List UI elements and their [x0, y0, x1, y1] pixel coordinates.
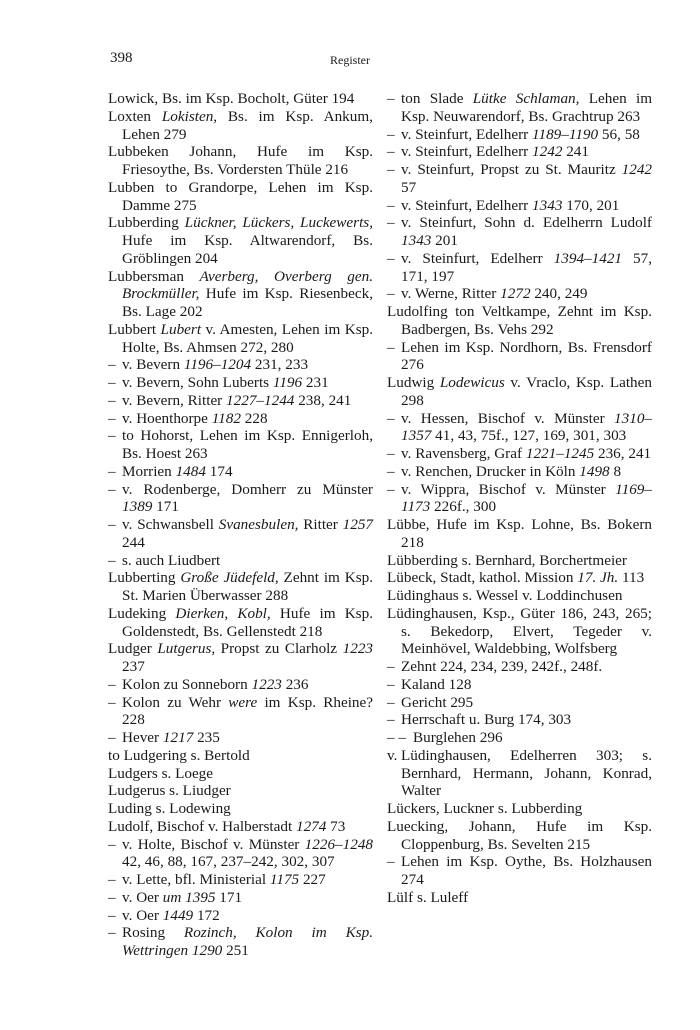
entry-text: v. Ravensberg, Graf: [401, 445, 526, 462]
sub-entry-dash: – –: [387, 729, 406, 746]
index-entry: [387, 676, 652, 694]
entry-text: v. Amesten, Lehen im Ksp. Holte, Bs. Ahmsen 272, 280: [122, 320, 373, 356]
index-entry: [387, 197, 652, 215]
entry-text: Ludwig: [387, 374, 440, 391]
sub-entry-dash: –: [108, 356, 116, 374]
index-entry: [108, 782, 373, 800]
index-entry: [387, 552, 652, 570]
entry-text: Lübbe, Hufe im Ksp. Lohne, Bs. Bokern 218: [387, 516, 652, 551]
sub-entry-dash: –: [387, 143, 395, 161]
index-entry: [387, 339, 652, 375]
entry-text: 240, 249: [530, 285, 588, 303]
entry-italic-text: 1227–1244: [226, 391, 295, 409]
sub-entry-dash: –: [108, 729, 116, 746]
entry-italic-text: Lutgerus,: [157, 640, 216, 658]
index-entry: [108, 569, 373, 605]
entry-text: 238, 241: [294, 391, 352, 409]
entry-text: v. Steinfurt, Edelherr: [401, 196, 533, 214]
entry-text: Morrien: [122, 462, 176, 480]
entry-text: 73: [326, 817, 346, 835]
entry-text: Ludger: [108, 640, 158, 658]
index-column-left: [108, 90, 373, 960]
index-entry: [108, 889, 373, 907]
index-entry: [387, 250, 652, 286]
entry-text: 57: [401, 178, 417, 196]
index-entry: [108, 321, 373, 357]
entry-text: Lowick, Bs. im Ksp. Bocholt, Güter 194: [108, 90, 355, 107]
entry-text: 113: [618, 569, 645, 587]
entry-text: v. Schwansbell: [122, 516, 219, 533]
entry-text: 171: [215, 888, 243, 906]
entry-text: Kolon zu Sonneborn: [122, 675, 252, 693]
entry-italic-text: 1189–1190: [532, 125, 599, 143]
entry-text: Lubbeken Johann, Hufe im Ksp. Friesoythe, Bs. Vordersten Thüle 216: [108, 143, 373, 178]
entry-text: 228: [240, 409, 268, 427]
index-entry: [387, 694, 652, 712]
entry-text: to Hohorst, Lehen im Ksp. Ennigerloh, Bs. Hoest 263: [122, 427, 373, 462]
sub-entry-dash: –: [108, 427, 116, 445]
entry-text: Lübeck, Stadt, kathol. Mission: [387, 569, 578, 587]
sub-entry-dash: –: [387, 249, 395, 267]
entry-text: 201: [431, 232, 458, 249]
index-entry: [387, 818, 652, 854]
entry-italic-text: 1217: [162, 729, 194, 746]
index-entry: [108, 108, 373, 144]
index-entry: [387, 853, 652, 889]
index-entry: [108, 694, 373, 730]
index-entry: [108, 392, 373, 410]
entry-text: v. Rodenberge, Domherr zu Münster: [122, 480, 373, 498]
entry-italic-text: Lütke Schlaman,: [472, 90, 580, 107]
entry-italic-text: 1274: [295, 817, 327, 835]
entry-italic-text: 1394–1421: [553, 249, 622, 267]
entry-text: Ludeking: [108, 604, 176, 622]
entry-text: Gericht 295: [401, 693, 474, 711]
entry-italic-text: were: [228, 693, 258, 711]
sub-entry-dash: –: [108, 693, 116, 711]
entry-italic-text: 1484: [175, 462, 206, 480]
index-entry: [108, 268, 373, 321]
entry-text: v. Renchen, Drucker in Köln: [401, 462, 580, 480]
index-entry: [108, 729, 373, 747]
entry-text: v. Steinfurt, Edelherr: [401, 143, 533, 161]
entry-text: 241: [562, 143, 589, 161]
sub-entry-dash: –: [387, 693, 395, 711]
entry-text: ton Slade: [401, 90, 473, 107]
page-number: 398: [110, 50, 133, 66]
entry-italic-text: 1498: [579, 462, 610, 480]
entry-text: v. Steinfurt, Edelherr: [401, 125, 533, 143]
entry-text: Ludgerus s. Liudger: [108, 782, 231, 800]
sub-entry-dash: –: [387, 480, 395, 498]
entry-text: Burglehen 296: [413, 729, 503, 746]
entry-text: Lübberding s. Bernhard, Borchertmeier: [387, 551, 627, 569]
entry-text: 236: [281, 675, 309, 693]
sub-entry-dash: –: [108, 551, 116, 569]
sub-entry-dash: –: [108, 480, 116, 498]
entry-text: Lubberting: [108, 569, 181, 587]
entry-text: 172: [193, 906, 220, 924]
index-entry: [387, 374, 652, 410]
entry-text: 226f., 300: [430, 498, 497, 516]
entry-italic-text: um 1395: [162, 888, 216, 906]
entry-text: v. Steinfurt, Sohn d. Edelherrn Ludolf: [401, 214, 652, 232]
entry-italic-text: 1242: [532, 143, 563, 161]
index-entry: [108, 410, 373, 428]
entry-text: v. Oer: [122, 906, 163, 924]
entry-italic-text: Lubert: [160, 320, 202, 338]
entry-text: 57, 171, 197: [401, 249, 652, 285]
entry-italic-text: 1389: [122, 498, 153, 516]
entry-text: Herrschaft u. Burg 174, 303: [401, 711, 572, 729]
entry-text: 41, 43, 75f., 127, 169, 301, 303: [431, 427, 627, 445]
entry-text: v. Vraclo, Ksp. Lathen 298: [401, 374, 652, 409]
entry-italic-text: Rozinch, Kolon im Ksp. Wettringen: [122, 924, 373, 959]
entry-text: Kaland 128: [401, 675, 472, 693]
index-entry: [387, 161, 652, 197]
entry-text: Hufe im Ksp. Altwarendorf, Bs. Gröblingen 204: [122, 232, 373, 267]
index-entry: [108, 924, 373, 960]
entry-text: Ludolf, Bischof v. Halberstadt: [108, 817, 296, 835]
entry-text: Lülf s. Luleff: [387, 888, 469, 906]
entry-italic-text: 1290: [191, 942, 223, 959]
sub-entry-dash: –: [387, 462, 395, 480]
sub-entry-dash: –: [108, 409, 116, 427]
index-entry: [387, 143, 652, 161]
entry-italic-text: 1196–1204: [183, 356, 252, 374]
sub-entry-dash: –: [387, 675, 395, 693]
index-entry: [108, 143, 373, 179]
entry-text: Luding s. Lodewing: [108, 800, 231, 817]
entry-text: Lehen im Ksp. Nordhorn, Bs. Frensdorf 276: [401, 338, 652, 374]
entry-italic-text: 1223: [251, 675, 282, 693]
entry-italic-text: 1343: [532, 196, 563, 214]
entry-text: 237: [122, 658, 145, 675]
entry-text: Hever: [122, 729, 163, 746]
sub-entry-dash: –: [387, 125, 395, 143]
entry-text: 56, 58: [598, 125, 640, 143]
entry-text: v. Lette, bfl. Ministerial: [122, 871, 270, 888]
sub-entry-dash: –: [387, 90, 395, 107]
entry-text: Ludgers s. Loege: [108, 764, 214, 782]
index-entry: [387, 90, 652, 126]
entry-italic-text: Lokisten,: [161, 107, 218, 125]
entry-text: Lehen im Ksp. Oythe, Bs. Holzhausen 274: [401, 853, 652, 888]
entry-text: Lückers, Luckner s. Lubberding: [387, 800, 583, 817]
entry-text: v. Holte, Bischof v. Münster: [122, 835, 305, 853]
entry-text: v. Oer: [122, 888, 163, 906]
entry-text: Lehen im Ksp. Neuwarendorf, Bs. Grachtrup 263: [401, 90, 653, 125]
index-entry: [108, 640, 373, 676]
sub-entry-dash: –: [108, 675, 116, 693]
sub-entry-dash: –: [108, 391, 116, 409]
entry-text: Hufe im Ksp. Riesenbeck, Bs. Lage 202: [122, 285, 373, 320]
entry-text: to Ludgering s. Bertold: [108, 746, 250, 764]
index-entry: [387, 285, 652, 303]
index-entry: [387, 516, 652, 552]
entry-italic-text: Große Jüdefeld,: [180, 569, 279, 587]
entry-text: Lubben to Grandorpe, Lehen im Ksp. Damme 275: [108, 178, 373, 214]
entry-text: v. Bevern, Ritter: [122, 391, 227, 409]
index-entry: [108, 463, 373, 481]
entry-italic-text: 1223: [342, 640, 373, 658]
index-entry: [108, 800, 373, 818]
index-entry: [108, 481, 373, 517]
entry-text: 235: [193, 729, 220, 746]
entry-text: 244: [122, 533, 145, 551]
index-entry: [108, 516, 373, 552]
index-entry: [387, 729, 652, 747]
entry-italic-text: 1343: [401, 232, 432, 249]
index-entry: [108, 765, 373, 783]
entry-text: im Ksp. Rheine? 228: [122, 693, 373, 729]
sub-entry-dash: –: [387, 658, 395, 675]
entry-italic-text: 1196: [272, 374, 303, 391]
index-entry: [387, 658, 652, 676]
entry-text: Lüdinghausen, Edelherren 303; s. Bernhard, Hermann, Johann, Konrad, Walter: [401, 746, 652, 800]
index-entry: [387, 889, 652, 907]
entry-italic-text: 1242: [621, 161, 652, 178]
index-entry: [108, 552, 373, 570]
sub-entry-dash: –: [108, 374, 116, 391]
index-entry: [387, 303, 652, 339]
entry-text: 42, 46, 88, 167, 237–242, 302, 307: [122, 853, 335, 871]
entry-text: Rosing: [122, 924, 184, 942]
entry-text: v. Bevern: [122, 356, 184, 374]
entry-text: v. Werne, Ritter: [401, 285, 501, 303]
entry-text: Ludolfing ton Veltkampe, Zehnt im Ksp. Badbergen, Bs. Vehs 292: [387, 303, 652, 338]
entry-text: 8: [609, 462, 622, 480]
entry-italic-text: Lodewicus: [439, 374, 505, 391]
sub-entry-dash: –: [108, 835, 116, 853]
index-entry: [387, 747, 652, 800]
index-entry: [387, 587, 652, 605]
index-entry: [108, 356, 373, 374]
entry-text: 251: [222, 942, 249, 959]
index-entry: [108, 374, 373, 392]
entry-text: Bs. im Ksp. Ankum, Lehen 279: [122, 107, 373, 143]
sub-entry-dash: –: [108, 924, 116, 942]
sub-entry-dash: –: [108, 871, 116, 888]
index-entry: [387, 445, 652, 463]
index-entry: [108, 836, 373, 872]
entry-text: 231, 233: [251, 356, 309, 374]
index-entry: [387, 569, 652, 587]
entry-italic-text: 1257: [342, 516, 374, 533]
entry-italic-text: Dierken, Kobl,: [175, 604, 271, 622]
sub-entry-dash: –: [387, 285, 395, 303]
entry-text: Lüdinghausen, Ksp., Güter 186, 243, 265; s. Bekedorp, Elvert, Tegeder v. Meinhövel, Waldebbing, Wolfsberg: [387, 604, 652, 658]
entry-italic-text: 1310–1357: [401, 409, 652, 445]
sub-entry-dash: –: [387, 161, 395, 178]
sub-entry-dash: –: [108, 516, 116, 533]
entry-text: Lubbert: [108, 320, 161, 338]
entry-italic-text: Svanesbulen,: [218, 516, 299, 533]
index-entry: [108, 818, 373, 836]
entry-text: Propst zu Clarholz: [215, 640, 343, 658]
entry-text: v. Steinfurt, Edelherr: [401, 249, 554, 267]
sub-entry-dash: –: [387, 409, 395, 427]
entry-text: v. Steinfurt, Propst zu St. Mauritz: [401, 161, 622, 178]
entry-italic-text: 17. Jh.: [577, 569, 619, 587]
sub-entry-dash: –: [387, 214, 395, 232]
sub-entry-dash: –: [387, 853, 395, 871]
index-entry: [108, 676, 373, 694]
entry-italic-text: 1169–1173: [401, 480, 652, 516]
index-entry: [108, 179, 373, 215]
index-entry: [108, 747, 373, 765]
index-entry: [387, 463, 652, 481]
entry-italic-text: 1175: [269, 871, 300, 888]
entry-text: 174: [205, 462, 233, 480]
sub-entry-v-marker: v.: [387, 746, 398, 764]
index-entry: [387, 214, 652, 250]
index-entry: [108, 90, 373, 108]
entry-text: Zehnt 224, 234, 239, 242f., 248f.: [401, 658, 603, 675]
entry-text: Loxten: [108, 107, 162, 125]
entry-text: Lüdinghaus s. Wessel v. Loddinchusen: [387, 587, 623, 604]
entry-text: 231: [302, 374, 329, 391]
entry-text: 236, 241: [594, 445, 652, 462]
entry-italic-text: Lückner, Lückers, Luckewerts,: [184, 214, 374, 232]
entry-text: Lubbersman: [108, 267, 200, 285]
index-entry: [387, 605, 652, 658]
index-entry: [108, 871, 373, 889]
index-entry: [387, 481, 652, 517]
entry-italic-text: 1226–1248: [304, 835, 373, 853]
running-head: Register: [330, 53, 370, 67]
index-entry: [387, 711, 652, 729]
entry-italic-text: 1182: [211, 409, 241, 427]
index-entry: [387, 800, 652, 818]
index-entry: [108, 605, 373, 641]
index-entry: [387, 126, 652, 144]
entry-italic-text: 1272: [500, 285, 531, 303]
entry-text: Lubberding: [108, 214, 185, 232]
entry-italic-text: Averberg, Overberg gen. Brockmüller,: [122, 267, 374, 303]
entry-text: Ritter: [298, 516, 343, 533]
index-column-right: [387, 90, 652, 907]
entry-text: Zehnt im Ksp. St. Marien Überwasser 288: [122, 569, 373, 604]
entry-text: v. Bevern, Sohn Luberts: [122, 374, 273, 391]
entry-text: v. Hessen, Bischof v. Münster: [401, 409, 615, 427]
entry-italic-text: 1221–1245: [525, 445, 595, 462]
sub-entry-dash: –: [387, 338, 395, 356]
entry-text: Luecking, Johann, Hufe im Ksp. Cloppenburg, Bs. Sevelten 215: [387, 817, 652, 853]
entry-text: v. Wippra, Bischof v. Münster: [401, 480, 616, 498]
sub-entry-dash: –: [108, 906, 116, 924]
sub-entry-dash: –: [108, 462, 116, 480]
entry-text: v. Hoenthorpe: [122, 409, 212, 427]
entry-italic-text: 1449: [162, 906, 194, 924]
index-entry: [108, 907, 373, 925]
sub-entry-dash: –: [108, 888, 116, 906]
entry-text: s. auch Liudbert: [122, 551, 221, 569]
sub-entry-dash: –: [387, 445, 395, 462]
index-entry: [108, 214, 373, 267]
entry-text: 171: [152, 498, 179, 516]
index-entry: [387, 410, 652, 446]
index-entry: [108, 427, 373, 463]
entry-text: 227: [299, 871, 326, 888]
entry-text: 170, 201: [562, 196, 620, 214]
entry-text: Kolon zu Wehr: [122, 693, 229, 711]
sub-entry-dash: –: [387, 711, 395, 729]
sub-entry-dash: –: [387, 196, 395, 214]
entry-text: Hufe im Ksp. Goldenstedt, Bs. Gellenstedt 218: [122, 604, 373, 640]
